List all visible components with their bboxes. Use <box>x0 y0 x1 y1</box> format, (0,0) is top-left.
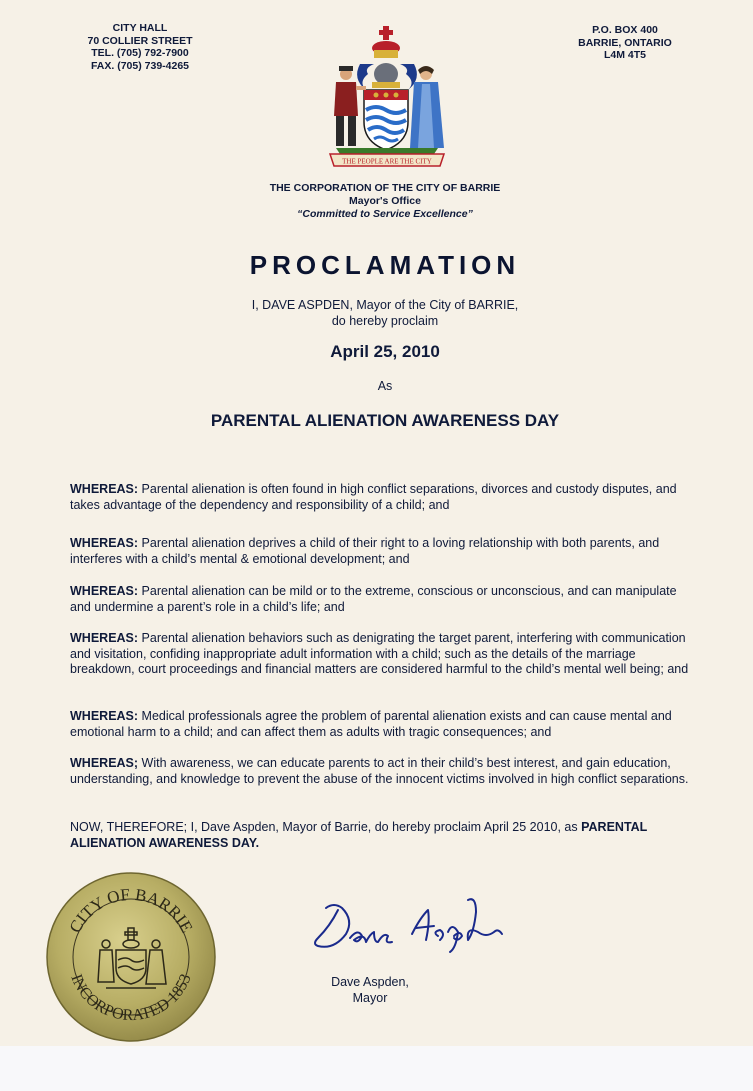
whereas-text: Medical professionals agree the problem of parental alienation exists and can cause mental and emotional harm to a child; and can affect them as adults with tragic consequences; and <box>70 709 672 739</box>
intro-line: do hereby proclaim <box>331 314 439 328</box>
whereas-text: Parental alienation can be mild or to the extreme, conscious or unconscious, and can manipulate and undermine a parent’s role in a child’s life; and <box>70 584 677 614</box>
address-line: P.O. BOX 400 <box>592 24 658 36</box>
address-line: TEL. (705) 792-7900 <box>91 47 189 59</box>
whereas-text: Parental alienation deprives a child of their right to a loving relationship with both parents, and interferes with a child’s mental & emotional development; and <box>70 536 660 566</box>
whereas-label: WHEREAS: <box>70 482 139 496</box>
as-word: As <box>377 379 393 393</box>
address-line: FAX. (705) 739-4265 <box>90 59 190 72</box>
proclamation-intro <box>200 297 570 329</box>
whereas-text: Parental alienation behaviors such as denigrating the target parent, interfering with communication and visitation, confiding inappropriate adult information with a child; such as the details of the marriage breakdown, court proceedings and financial matters are considered harmful to the child’s mental well being; and <box>70 631 689 676</box>
whereas-label: WHEREAS: <box>70 709 139 723</box>
city-seal-icon <box>46 872 216 1042</box>
po-box-address <box>570 24 680 62</box>
whereas-label: WHEREAS; <box>70 756 139 770</box>
scan-margin <box>0 1046 753 1091</box>
whereas-label: WHEREAS: <box>70 631 139 645</box>
whereas-paragraph <box>70 631 692 678</box>
mayor-signature <box>308 892 508 962</box>
mayor-signature-block <box>300 974 440 1006</box>
whereas-paragraph <box>70 709 692 740</box>
therefore-paragraph <box>70 820 692 851</box>
mayor-name: Dave Aspden, <box>331 975 409 989</box>
address-line: CITY HALL <box>112 22 168 34</box>
address-line: 70 COLLIER STREET <box>87 34 193 47</box>
seal-text-bottom: INCORPORATED 1853 <box>67 971 195 1025</box>
mayor-title: Mayor <box>352 991 388 1005</box>
whereas-paragraph <box>70 756 692 787</box>
city-coat-of-arms-icon <box>322 24 452 172</box>
whereas-text: With awareness, we can educate parents to act in their child’s best interest, and gain education, understanding, and knowledge to prevent the abuse of the innocent victims involved in high conflict separations. <box>70 756 689 786</box>
proclamation-title: PROCLAMATION <box>249 250 521 280</box>
intro-line: I, DAVE ASPDEN, Mayor of the City of BARRIE, <box>251 298 519 312</box>
proclamation-date: April 25, 2010 <box>330 342 440 361</box>
whereas-label: WHEREAS: <box>70 536 139 550</box>
whereas-label: WHEREAS: <box>70 584 139 598</box>
seal-text-top: CITY OF BARRIE <box>65 884 197 936</box>
whereas-paragraph <box>70 584 692 615</box>
corporation-name: THE CORPORATION OF THE CITY OF BARRIE <box>269 182 501 194</box>
therefore-emphasis: PARENTAL ALIENATION AWARENESS DAY. <box>70 820 648 850</box>
crest-motto: THE PEOPLE ARE THE CITY <box>342 157 432 166</box>
address-line: BARRIE, ONTARIO <box>578 36 672 49</box>
office-name: Mayor's Office <box>349 195 421 207</box>
corporation-block <box>200 182 570 221</box>
address-line: L4M 4T5 <box>603 49 646 61</box>
awareness-day-name: PARENTAL ALIENATION AWARENESS DAY <box>210 411 560 430</box>
whereas-paragraph <box>70 482 692 513</box>
whereas-paragraph <box>70 536 692 567</box>
therefore-text: NOW, THEREFORE; I, Dave Aspden, Mayor of Barrie, do hereby proclaim April 25 2010, as <box>70 820 582 834</box>
whereas-text: Parental alienation is often found in high conflict separations, divorces and custody disputes, and takes advantage of the dependency and responsibility of a child; and <box>70 482 677 512</box>
tagline: “Committed to Service Excellence” <box>297 208 473 220</box>
city-hall-address <box>82 22 198 72</box>
